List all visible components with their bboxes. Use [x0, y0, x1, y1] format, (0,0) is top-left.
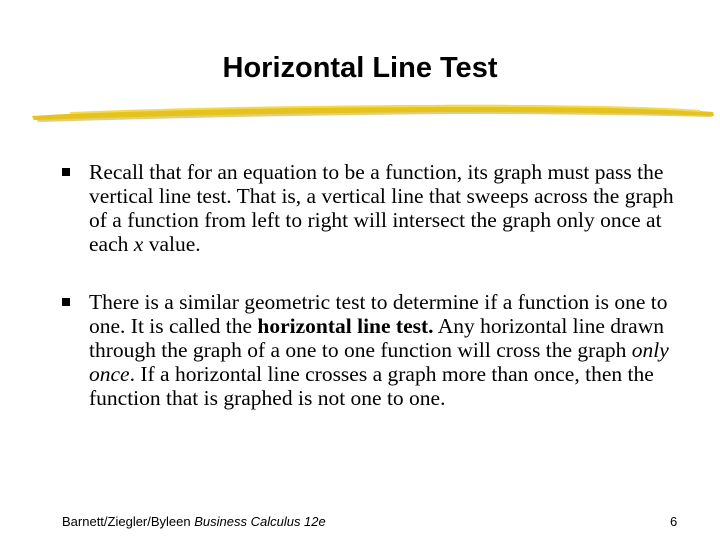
bullet-list	[62, 160, 682, 410]
footer-authors: Barnett/Ziegler/Byleen	[62, 514, 195, 529]
emphasis-only-once: only once	[89, 338, 669, 386]
bullet-text-start: Recall that for an equation to be a function, its graph must pass the vertical line test. That is, a vertical line that sweeps across the graph of a function from left to right will intersect the graph only once at each	[89, 160, 674, 256]
square-bullet-icon	[62, 298, 70, 306]
term-horizontal-line-test: horizontal line test.	[257, 314, 434, 338]
bullet-text-start: There is a similar geometric test to determine if a function is one to one. It is called the	[89, 290, 668, 338]
variable-x: x	[133, 232, 144, 256]
bullet-vertical-line-test	[62, 160, 682, 256]
bullet-text-middle: Any horizontal line drawn through the graph of a one to one function will cross the graph	[89, 314, 665, 362]
bullet-text-end: value.	[143, 232, 201, 256]
page-number: 6	[670, 514, 678, 529]
square-bullet-icon	[62, 168, 70, 176]
footer-book-title: Business Calculus 12e	[194, 514, 326, 529]
slide-title: Horizontal Line Test	[222, 52, 498, 84]
bullet-text-end: . If a horizontal line crosses a graph more than once, then the function that is graphed is not one to one.	[89, 362, 654, 410]
footer-citation	[62, 514, 326, 530]
bullet-horizontal-line-test	[62, 290, 682, 410]
title-underline-rule	[30, 98, 715, 128]
